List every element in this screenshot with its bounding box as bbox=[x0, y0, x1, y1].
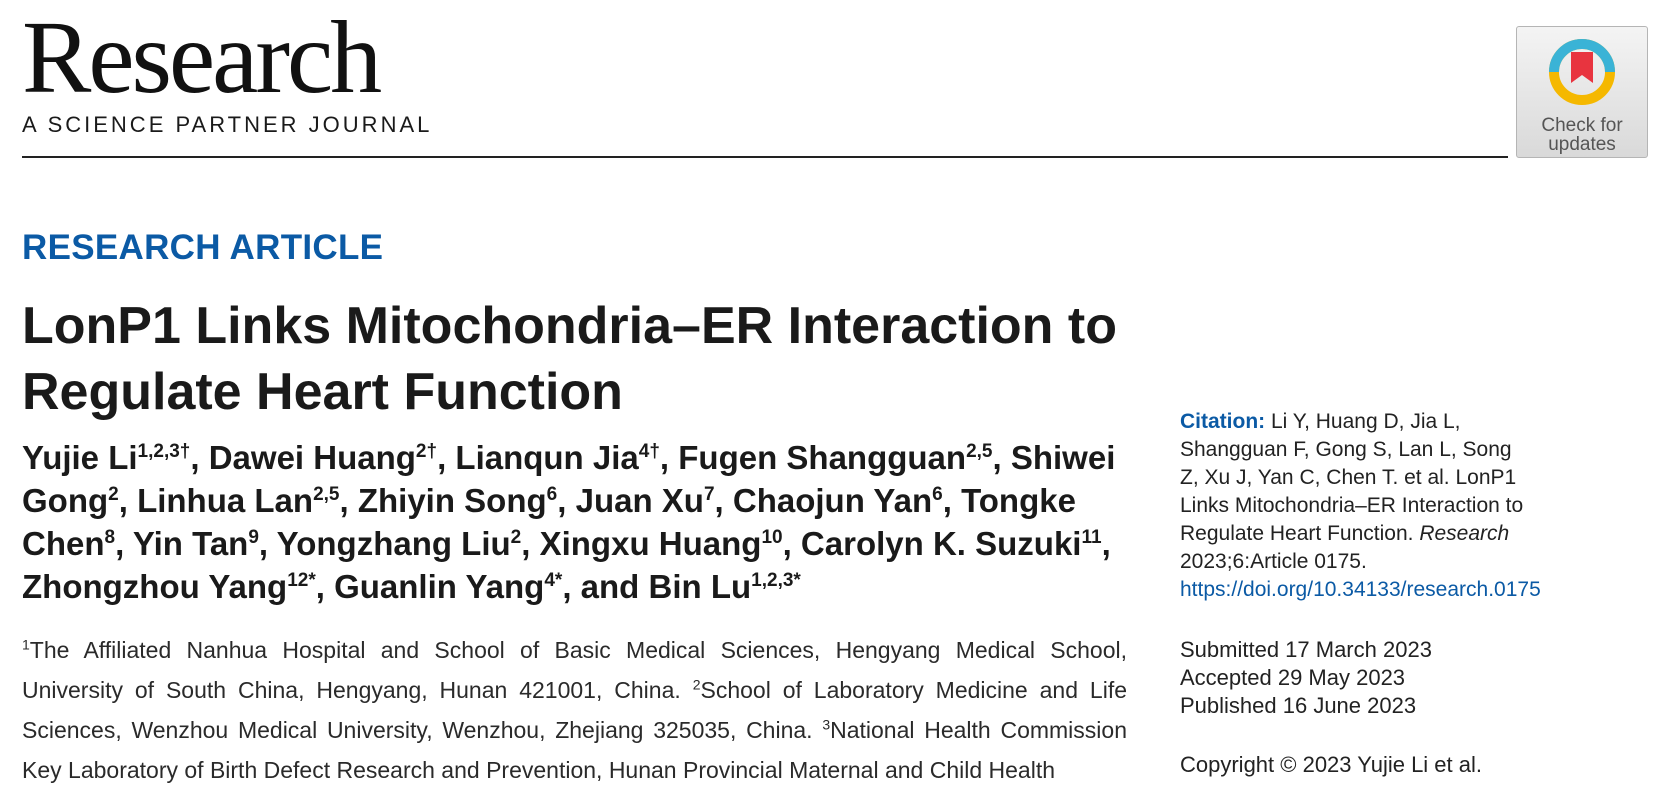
author-name[interactable]: Linhua Lan bbox=[137, 482, 314, 519]
doi-link[interactable]: https://doi.org/10.34133/research.0175 bbox=[1180, 578, 1541, 601]
author-affiliation-marker: 2,5 bbox=[313, 484, 340, 505]
affiliation-text: National Health Commission Key Laboratory of Birth Defect Research and Prevention, Hunan Provincial Maternal and Child Health bbox=[22, 717, 1127, 783]
author-name[interactable]: Zhiyin Song bbox=[357, 482, 547, 519]
author-name[interactable]: Lianqun Jia bbox=[455, 439, 639, 476]
author-affiliation-marker: 2 bbox=[108, 484, 119, 505]
affiliation-number: 2 bbox=[692, 676, 701, 693]
author-name[interactable]: Yujie Li bbox=[22, 439, 138, 476]
accepted-date: Accepted 29 May 2023 bbox=[1180, 665, 1406, 690]
citation-journal: Research bbox=[1419, 522, 1510, 545]
journal-tagline: A SCIENCE PARTNER JOURNAL bbox=[22, 112, 433, 137]
author-name[interactable]: Tongke Chen bbox=[22, 482, 1076, 562]
crossmark-icon bbox=[1545, 35, 1619, 109]
author-affiliation-marker: 9 bbox=[248, 527, 259, 548]
author-name[interactable]: Guanlin Yang bbox=[334, 568, 545, 605]
author-name[interactable]: Yin Tan bbox=[132, 525, 249, 562]
author-name[interactable]: Fugen Shangguan bbox=[678, 439, 967, 476]
author-name[interactable]: Shiwei Gong bbox=[22, 439, 1116, 519]
author-name[interactable]: Dawei Huang bbox=[208, 439, 416, 476]
author-affiliation-marker: 8 bbox=[104, 527, 116, 548]
author-affiliation-marker: 7 bbox=[703, 484, 715, 505]
affiliation-text: The Affiliated Nanhua Hospital and School of Basic Medical Sciences, Hengyang Medical School, University of South China, Hengyang, Hunan 421001, China. bbox=[22, 637, 1127, 703]
article-type: RESEARCH ARTICLE bbox=[22, 228, 384, 267]
check-for-updates-button[interactable] bbox=[1516, 26, 1648, 158]
affiliation-number: 1 bbox=[22, 636, 30, 653]
author-name[interactable]: Xingxu Huang bbox=[539, 525, 762, 562]
citation-text: Li Y, Huang D, Jia L, Shangguan F, Gong S, Lan L, Song Z, Xu J, Yan C, Chen T. et al. LonP1 Links Mitochondria–ER Interaction to Regulate Heart Function. bbox=[1180, 410, 1524, 545]
check-for-updates-label: Check for updates bbox=[1541, 115, 1623, 155]
publication-dates bbox=[1180, 636, 1432, 720]
author-name[interactable]: Chaojun Yan bbox=[732, 482, 933, 519]
author-name[interactable]: Bin Lu bbox=[648, 568, 752, 605]
published-date: Published 16 June 2023 bbox=[1180, 693, 1417, 718]
author-list: Yujie $Li^{1,2,3\dagger}$, Dawei Huang$^{2\dagger}$, Lianqun Jia$^{4\dagger}$, Fugen Shangguan$^{2,5}$, Shiwei Gong$^2$, Linhua Lan$^{2,5}$, Zhiyin Song$^6$, Juan Xu$^7$, Chaojun Yan$^6$, Tongke Chen$^8$, Yin Tan$^9$, Yongzhang Liu$^2$, Xingxu Huang$^{10}$, Carolyn K. Suzuki$^{11}$, Zhongzhou Yang$^{12*}$, Guanlin Yang$^{4*}$, and Bin $Lu^{1,2,3*}$ bbox=[22, 439, 1116, 605]
affiliations bbox=[22, 630, 1127, 790]
author-name[interactable]: Zhongzhou Yang bbox=[22, 568, 288, 605]
copyright-notice: Copyright © 2023 Yujie Li et al. bbox=[1180, 752, 1482, 777]
header-divider bbox=[22, 156, 1508, 158]
author-name[interactable]: Carolyn K. Suzuki bbox=[800, 525, 1082, 562]
author-affiliation-marker: 11 bbox=[1081, 527, 1102, 548]
author-affiliation-marker: 1,2,3* bbox=[751, 570, 801, 591]
author-affiliation-marker: 1,2,3† bbox=[137, 441, 191, 462]
citation-volume: 2023;6:Article 0175. bbox=[1180, 550, 1367, 573]
author-conjunction: and bbox=[580, 568, 649, 605]
author-affiliation-marker: 4* bbox=[544, 570, 563, 591]
author-affiliation-marker: 10 bbox=[761, 527, 783, 548]
author-name[interactable]: Yongzhang Liu bbox=[276, 525, 511, 562]
author-affiliation-marker: 2,5 bbox=[966, 441, 993, 462]
citation-label: Citation: bbox=[1180, 410, 1266, 433]
author-affiliation-marker: 2 bbox=[510, 527, 522, 548]
citation-block bbox=[1180, 408, 1541, 604]
author-affiliation-marker: 4† bbox=[638, 441, 660, 462]
affiliation-number: 3 bbox=[822, 716, 831, 733]
author-affiliation-marker: 6 bbox=[932, 484, 943, 505]
affiliation-text: School of Laboratory Medicine and Life Sciences, Wenzhou Medical University, Wenzhou, Zhejiang 325035, China. bbox=[22, 677, 1128, 743]
author-affiliation-marker: 2† bbox=[415, 441, 438, 462]
article-title: LonP1 Links Mitochondria–ER Interaction to Regulate Heart Function bbox=[22, 297, 1117, 421]
author-name[interactable]: Juan Xu bbox=[575, 482, 704, 519]
journal-logo bbox=[22, 0, 433, 138]
submitted-date: Submitted 17 March 2023 bbox=[1180, 637, 1432, 662]
author-affiliation-marker: 12* bbox=[287, 570, 316, 591]
author-affiliation-marker: 6 bbox=[546, 484, 558, 505]
journal-name: Research bbox=[22, 0, 380, 115]
